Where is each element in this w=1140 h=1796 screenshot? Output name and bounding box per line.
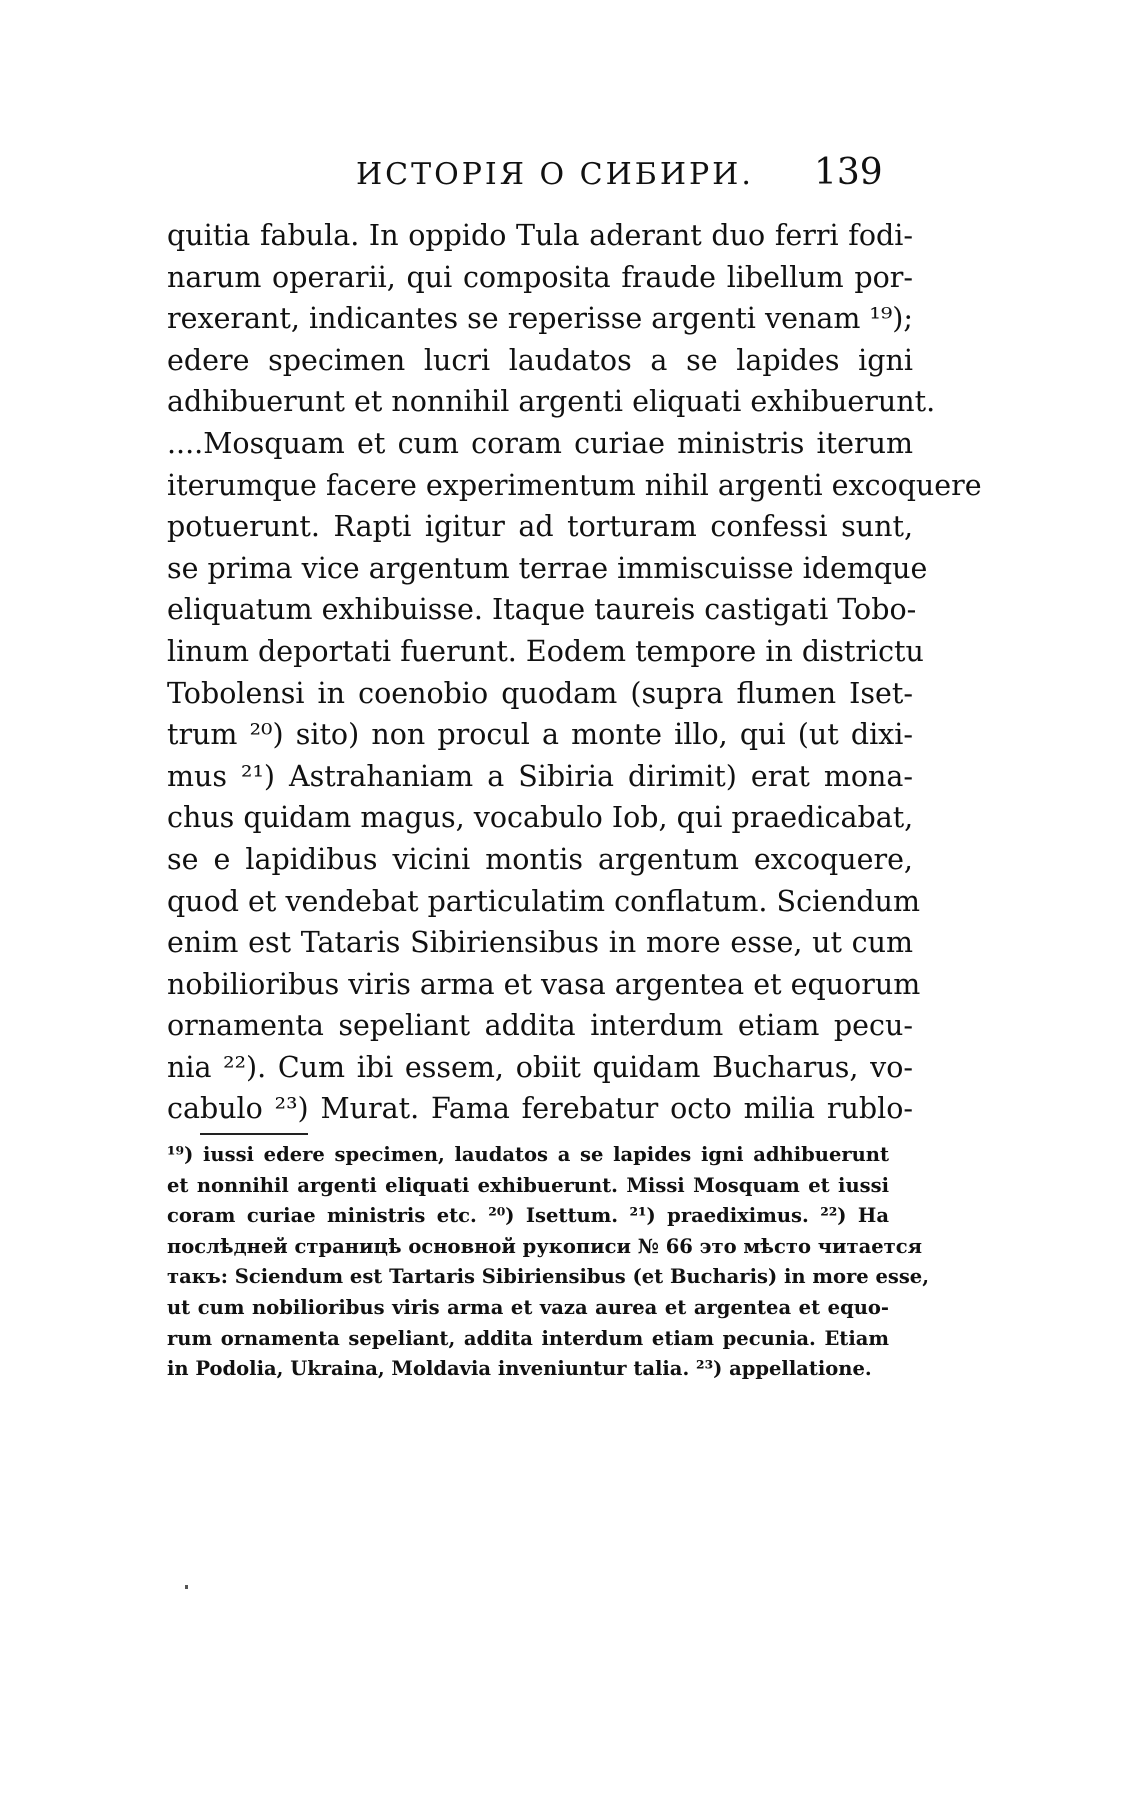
body-line: se prima vice argentum terrae immiscuisse idemque: [167, 551, 928, 585]
footnote-line: rum ornamenta sepeliant, addita interdum etiam pecunia. Etiam: [167, 1326, 889, 1350]
footnote-divider: [200, 1133, 308, 1135]
footnote-line: послѣдней страницѣ основной рукописи № 66 это мѣсто читается: [167, 1234, 922, 1258]
body-line: nobilioribus viris arma et vasa argentea et equorum: [167, 967, 921, 1001]
body-line: se e lapidibus vicini montis argentum excoquere,: [167, 842, 913, 876]
footnote-line: ut cum nobilioribus viris arma et vaza aurea et argentea et equo-: [167, 1295, 889, 1319]
body-line: chus quidam magus, vocabulo Iob, qui praedicabat,: [167, 801, 914, 835]
running-title: ИСТОРІЯ О СИБИРИ.: [356, 157, 754, 192]
body-line: quitia fabula. In oppido Tula aderant duo ferri fodi-: [167, 219, 913, 252]
body-line: ....Mosquam et cum coram curiae ministris iterum: [167, 426, 913, 460]
ink-speck: [185, 1585, 188, 1589]
page-number: 139: [814, 152, 883, 193]
footnote-line: coram curiae ministris etc. ²⁰) Isettum. ²¹) praediximus. ²²) На: [167, 1204, 889, 1228]
body-line: linum deportati fuerunt. Eodem tempore in districtu: [167, 634, 924, 668]
body-line: cabulo ²³) Murat. Fama ferebatur octo milia rublo-: [167, 1092, 913, 1126]
body-line: potuerunt. Rapti igitur ad torturam confessi sunt,: [167, 510, 913, 544]
body-line: rexerant, indicantes se reperisse argenti venam ¹⁹);: [167, 302, 913, 336]
body-line: eliquatum exhibuisse. Itaque taureis castigati Tobo-: [167, 593, 917, 627]
body-line: trum ²⁰) sito) non procul a monte illo, qui (ut dixi-: [167, 718, 913, 752]
footnote-line: ¹⁹) iussi edere specimen, laudatos a se lapides igni adhibuerunt: [167, 1143, 889, 1166]
footnote-line: такъ: Sciendum est Tartaris Sibiriensibus (et Bucharis) in more esse,: [167, 1265, 930, 1289]
body-line: edere specimen lucri laudatos a se lapides igni: [167, 343, 913, 377]
footnotes: [167, 1140, 930, 1385]
body-line: Tobolensi in coenobio quodam (supra flumen Iset-: [167, 676, 913, 710]
body-line: nia ²²). Cum ibi essem, obiit quidam Bucharus, vo-: [167, 1050, 913, 1084]
body-line: mus ²¹) Astrahaniam a Sibiria dirimit) erat mona-: [167, 759, 913, 793]
footnote-line: in Podolia, Ukraina, Moldavia inveniuntur talia. ²³) appellatione.: [167, 1357, 872, 1381]
body-line: narum operarii, qui composita fraude libellum por-: [167, 260, 913, 294]
body-line: ornamenta sepeliant addita interdum etiam pecu-: [167, 1009, 913, 1043]
body-line: adhibuerunt et nonnihil argenti eliquati exhibuerunt.: [167, 385, 936, 419]
body-line: quod et vendebat particulatim conflatum. Sciendum: [167, 884, 920, 918]
body-line: enim est Tataris Sibiriensibus in more esse, ut cum: [167, 926, 913, 960]
body-text: [167, 215, 982, 1130]
footnote-line: et nonnihil argenti eliquati exhibuerunt. Missi Mosquam et iussi: [167, 1173, 889, 1197]
body-line: iterumque facere experimentum nihil argenti excoquere: [167, 468, 982, 502]
